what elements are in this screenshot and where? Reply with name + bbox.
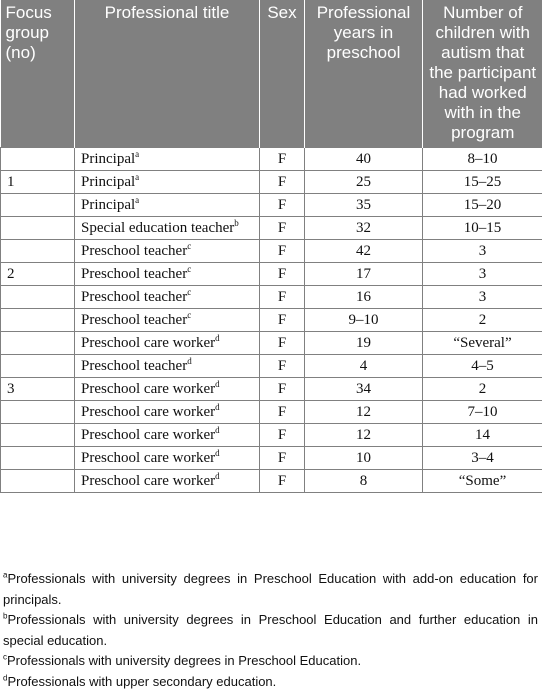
professional-title-text: Preschool care worker	[81, 335, 216, 351]
cell-professional-title	[75, 194, 260, 217]
cell-focus-group	[1, 309, 75, 332]
footnote-marker: c	[187, 264, 192, 274]
cell-sex: F	[260, 424, 305, 447]
table-row	[1, 401, 542, 424]
cell-focus-group	[1, 332, 75, 355]
cell-professional-years: 32	[305, 217, 423, 240]
table-body	[1, 148, 542, 493]
cell-sex: F	[260, 263, 305, 286]
professional-title-text: Preschool teacher	[81, 289, 188, 305]
footnote-marker: d	[215, 402, 220, 412]
footnote-mark: a	[3, 570, 8, 580]
professional-title-text: Preschool care worker	[81, 473, 216, 489]
cell-professional-title	[75, 332, 260, 355]
cell-focus-group: 2	[1, 263, 75, 286]
table-row	[1, 217, 542, 240]
footnote	[3, 569, 538, 610]
footnote-mark: c	[3, 652, 7, 662]
cell-number-of-children: 15–20	[423, 194, 542, 217]
cell-number-of-children: 4–5	[423, 355, 542, 378]
professional-title-text: Preschool teacher	[81, 243, 188, 259]
footnote-marker: d	[215, 448, 220, 458]
footnote-text: Professionals with upper secondary education.	[7, 673, 277, 689]
footnote-marker: c	[187, 287, 192, 297]
professional-title-text: Preschool care worker	[81, 427, 216, 443]
header-number-of-children: Number of children with autism that the participant had worked with in the program	[423, 0, 542, 148]
footnote-mark: d	[3, 673, 8, 683]
cell-sex: F	[260, 332, 305, 355]
table-row	[1, 263, 542, 286]
footnote-marker: d	[215, 333, 220, 343]
professional-title-text: Principal	[81, 151, 136, 167]
footnote-marker: d	[215, 471, 220, 481]
cell-sex: F	[260, 401, 305, 424]
footnote-marker: a	[135, 195, 140, 205]
professional-title-text: Special education teacher	[81, 220, 235, 236]
table-row	[1, 148, 542, 171]
header-professional-years: Professional years in preschool	[305, 0, 423, 148]
table-row	[1, 424, 542, 447]
cell-professional-title	[75, 309, 260, 332]
table-row	[1, 332, 542, 355]
cell-sex: F	[260, 217, 305, 240]
footnote-marker: d	[215, 379, 220, 389]
cell-professional-years: 9–10	[305, 309, 423, 332]
cell-professional-title	[75, 263, 260, 286]
footnote-marker: c	[187, 241, 192, 251]
professional-title-text: Principal	[81, 174, 136, 190]
header-professional-title: Professional title	[75, 0, 260, 148]
footnote-mark: b	[3, 611, 8, 621]
cell-professional-years: 4	[305, 355, 423, 378]
cell-focus-group	[1, 240, 75, 263]
cell-sex: F	[260, 470, 305, 493]
cell-sex: F	[260, 240, 305, 263]
footnote-marker: d	[215, 425, 220, 435]
footnote	[3, 672, 538, 693]
cell-professional-title	[75, 148, 260, 171]
cell-professional-years: 40	[305, 148, 423, 171]
cell-professional-years: 10	[305, 447, 423, 470]
cell-number-of-children: 3	[423, 240, 542, 263]
cell-focus-group	[1, 401, 75, 424]
cell-professional-title	[75, 470, 260, 493]
cell-sex: F	[260, 171, 305, 194]
cell-professional-title	[75, 378, 260, 401]
cell-professional-title	[75, 240, 260, 263]
cell-number-of-children: 10–15	[423, 217, 542, 240]
table-row	[1, 470, 542, 493]
cell-professional-years: 17	[305, 263, 423, 286]
cell-focus-group	[1, 286, 75, 309]
professional-title-text: Preschool teacher	[81, 312, 188, 328]
cell-focus-group: 1	[1, 171, 75, 194]
cell-professional-title	[75, 171, 260, 194]
footnote	[3, 610, 538, 651]
cell-number-of-children: 3–4	[423, 447, 542, 470]
cell-sex: F	[260, 148, 305, 171]
cell-professional-years: 25	[305, 171, 423, 194]
cell-professional-years: 12	[305, 424, 423, 447]
cell-number-of-children: 2	[423, 378, 542, 401]
table-footnotes	[3, 569, 538, 692]
cell-number-of-children: 14	[423, 424, 542, 447]
cell-sex: F	[260, 378, 305, 401]
cell-professional-years: 12	[305, 401, 423, 424]
professional-title-text: Preschool teacher	[81, 358, 188, 374]
cell-professional-years: 35	[305, 194, 423, 217]
cell-professional-years: 8	[305, 470, 423, 493]
footnote	[3, 651, 538, 672]
professional-title-text: Preschool care worker	[81, 450, 216, 466]
cell-focus-group	[1, 194, 75, 217]
table-row	[1, 194, 542, 217]
cell-professional-title	[75, 447, 260, 470]
cell-professional-title	[75, 355, 260, 378]
cell-number-of-children: 3	[423, 286, 542, 309]
footnote-text: Professionals with university degrees in Preschool Education and further education in special education.	[3, 612, 538, 648]
cell-sex: F	[260, 286, 305, 309]
table-row	[1, 309, 542, 332]
cell-focus-group	[1, 217, 75, 240]
cell-professional-title	[75, 286, 260, 309]
table-header-row	[1, 0, 542, 148]
cell-focus-group: 3	[1, 378, 75, 401]
cell-professional-years: 16	[305, 286, 423, 309]
cell-professional-years: 19	[305, 332, 423, 355]
header-sex: Sex	[260, 0, 305, 148]
cell-professional-title	[75, 217, 260, 240]
table-row	[1, 286, 542, 309]
table-row	[1, 447, 542, 470]
cell-focus-group	[1, 447, 75, 470]
table-row	[1, 171, 542, 194]
cell-number-of-children: 15–25	[423, 171, 542, 194]
cell-number-of-children: 8–10	[423, 148, 542, 171]
footnote-marker: a	[135, 172, 140, 182]
cell-professional-years: 34	[305, 378, 423, 401]
cell-professional-title	[75, 401, 260, 424]
footnote-marker: d	[187, 356, 192, 366]
cell-number-of-children: 2	[423, 309, 542, 332]
cell-number-of-children: “Some”	[423, 470, 542, 493]
cell-professional-years: 42	[305, 240, 423, 263]
cell-number-of-children: “Several”	[423, 332, 542, 355]
professional-title-text: Principal	[81, 197, 136, 213]
cell-professional-title	[75, 424, 260, 447]
cell-sex: F	[260, 447, 305, 470]
header-focus-group: Focus group (no)	[1, 0, 75, 148]
cell-number-of-children: 3	[423, 263, 542, 286]
cell-sex: F	[260, 309, 305, 332]
footnote-text: Professionals with university degrees in Preschool Education with add-on education for principals.	[3, 571, 538, 607]
cell-focus-group	[1, 148, 75, 171]
cell-focus-group	[1, 424, 75, 447]
professional-title-text: Preschool care worker	[81, 381, 216, 397]
professional-title-text: Preschool care worker	[81, 404, 216, 420]
table-row	[1, 355, 542, 378]
cell-focus-group	[1, 355, 75, 378]
footnote-marker: b	[234, 218, 239, 228]
footnote-marker: a	[135, 149, 140, 159]
table-row	[1, 240, 542, 263]
cell-sex: F	[260, 355, 305, 378]
cell-focus-group	[1, 470, 75, 493]
footnote-marker: c	[187, 310, 192, 320]
professional-title-text: Preschool teacher	[81, 266, 188, 282]
cell-number-of-children: 7–10	[423, 401, 542, 424]
footnote-text: Professionals with university degrees in Preschool Education.	[7, 653, 362, 668]
cell-sex: F	[260, 194, 305, 217]
table-row	[1, 378, 542, 401]
